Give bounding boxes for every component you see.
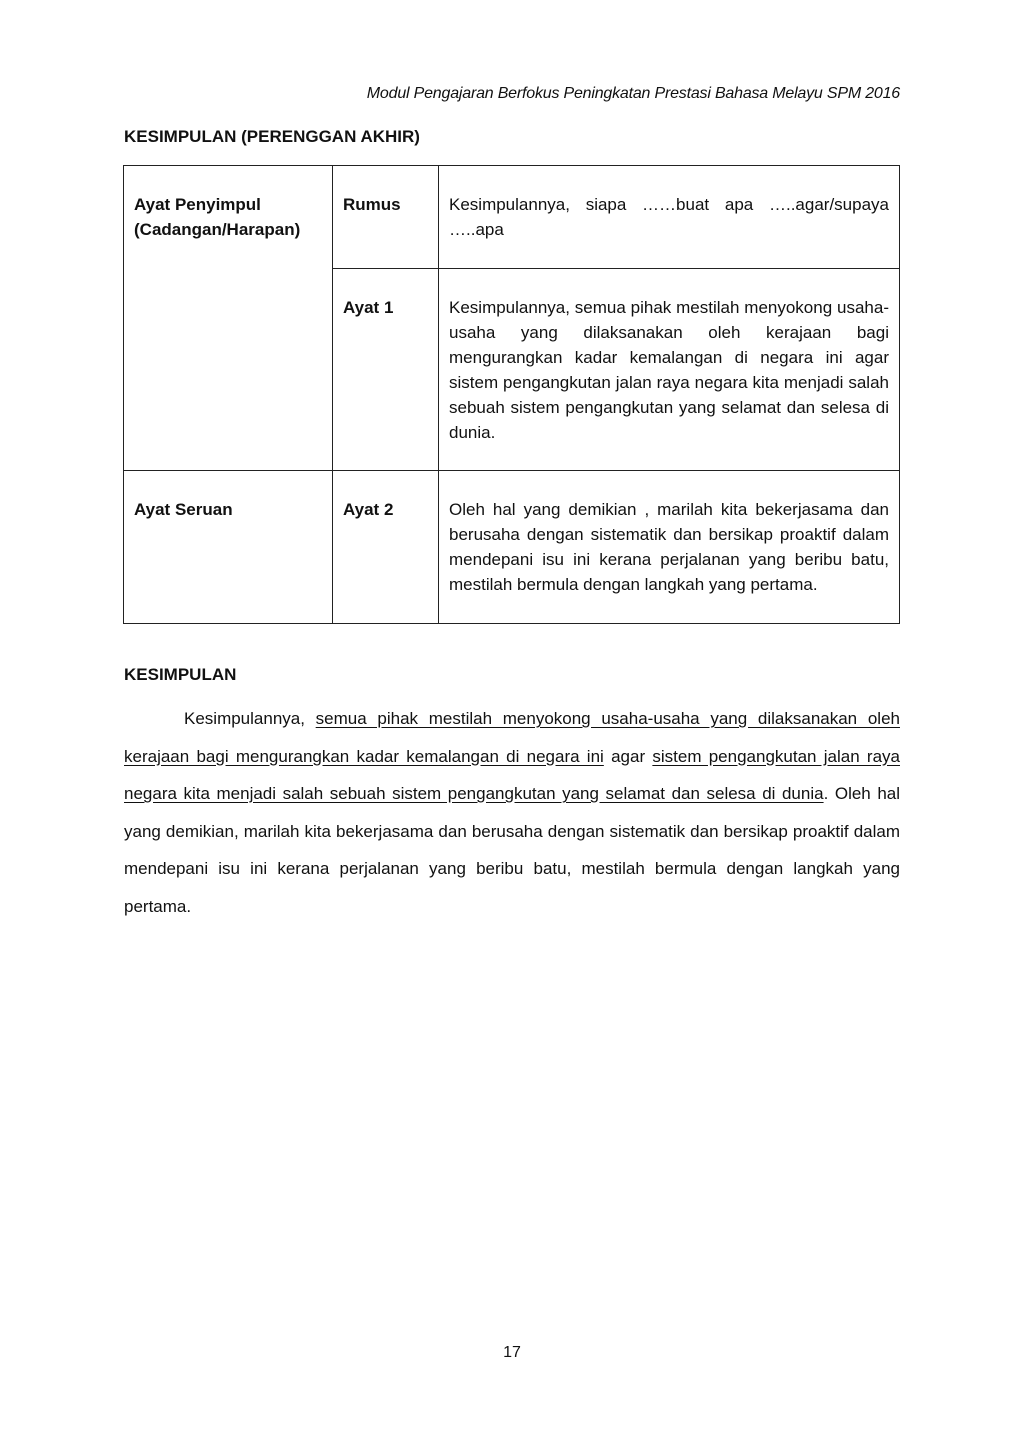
conclusion-table <box>123 165 900 624</box>
cell-ayat-penyimpul <box>124 166 333 471</box>
table-row <box>124 471 900 624</box>
cell-ayat1-label: Ayat 1 <box>333 269 439 471</box>
paragraph-end: . Oleh hal yang demikian, marilah kita bekerjasama dan berusaha dengan sistematik dan bersikap proaktif dalam mendepani isu ini kerana perjalanan yang beribu batu, mestilah bermula dengan langkah yang pertama. <box>124 784 901 916</box>
running-header: Modul Pengajaran Berfokus Peningkatan Prestasi Bahasa Melayu SPM 2016 <box>366 85 900 102</box>
section-title-kesimpulan-perenggan-akhir: KESIMPULAN (PERENGGAN AKHIR) <box>124 127 420 146</box>
cell-ayat2-label: Ayat 2 <box>333 471 439 624</box>
cell-ayat1-text: Kesimpulannya, semua pihak mestilah menyokong usaha-usaha yang dilaksanakan oleh kerajaan bagi mengurangkan kadar kemalangan di negara ini agar sistem pengangkutan jalan raya negara kita menjadi salah sebuah sistem pengangkutan yang selamat dan selesa di dunia. <box>439 269 900 471</box>
cell-ayat-seruan: Ayat Seruan <box>124 471 333 624</box>
cell-rumus-label: Rumus <box>333 166 439 269</box>
underlined-phrase-2: sistem pengangkutan jalan raya negara kita menjadi salah sebuah sistem pengangkutan yang selamat dan selesa di dunia <box>124 746 900 803</box>
cell-rumus-text: Kesimpulannya, siapa ……buat apa …..agar/supaya …..apa <box>439 166 900 269</box>
section-title-kesimpulan: KESIMPULAN <box>124 665 237 684</box>
underlined-phrase-1: semua pihak mestilah menyokong usaha-usaha yang dilaksanakan oleh kerajaan bagi mengurangkan kadar kemalangan di negara ini <box>124 709 900 766</box>
paragraph-connector: agar <box>611 746 646 766</box>
cell-ayat2-text: Oleh hal yang demikian , marilah kita bekerjasama dan berusaha dengan sistematik dan bersikap proaktif dalam mendepani isu ini kerana perjalanan yang beribu batu, mestilah bermula dengan langkah yang pertama. <box>439 471 900 624</box>
cell-label-line1: Ayat Penyimpul <box>134 195 261 214</box>
conclusion-paragraph <box>124 700 900 925</box>
table-row <box>124 166 900 269</box>
cell-label-line2: (Cadangan/Harapan) <box>134 220 301 239</box>
paragraph-start: Kesimpulannya, <box>184 709 305 728</box>
page-number: 17 <box>503 1344 521 1361</box>
